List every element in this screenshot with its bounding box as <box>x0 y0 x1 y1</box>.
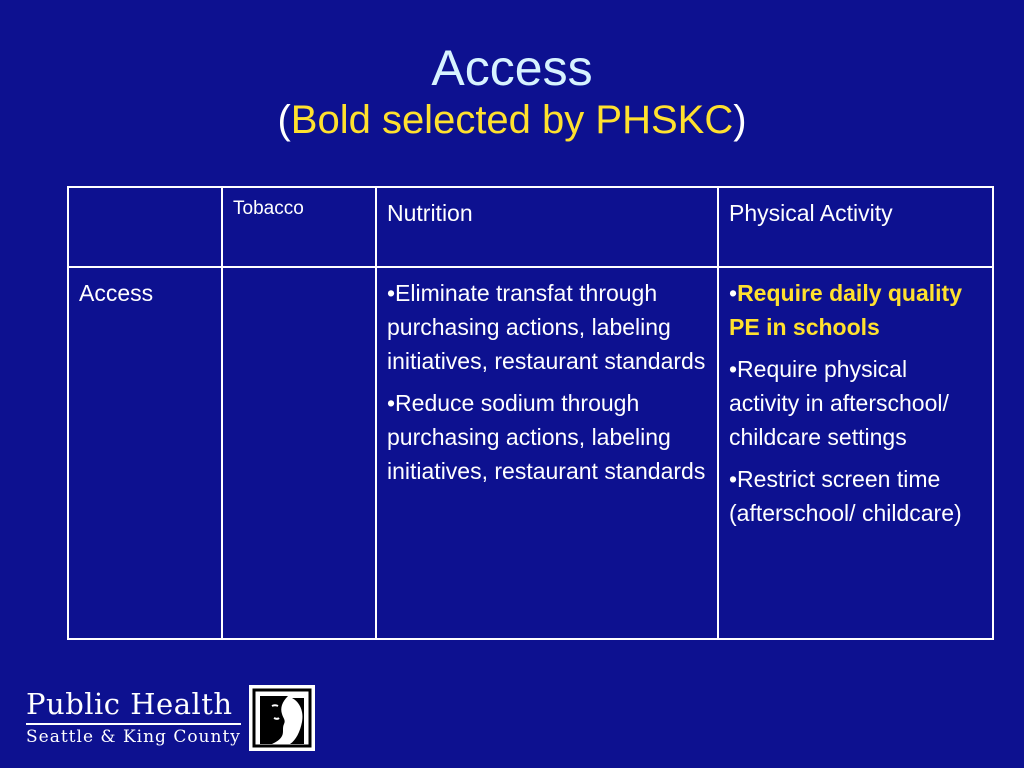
list-item: •Reduce sodium through purchasing actions, labeling initiatives, restaurant standards <box>387 390 706 484</box>
header-cell-tobacco: Tobacco <box>222 187 376 267</box>
table-row <box>68 267 993 639</box>
strategy-table <box>67 186 994 640</box>
face-profile-icon <box>249 685 315 751</box>
subtitle-close-paren: ) <box>733 98 747 142</box>
logo-line-1: Public Health <box>26 687 241 725</box>
bullet-dot: • <box>729 280 738 306</box>
logo-text <box>26 687 241 749</box>
list-item-selected <box>729 276 982 344</box>
list-item-text: Require daily quality PE in schools <box>729 280 963 340</box>
face-profile-icon-svg <box>252 688 312 748</box>
row-label-access: Access <box>68 267 222 639</box>
table-header-row <box>68 187 993 267</box>
title-block <box>0 40 1024 144</box>
list-item: •Restrict screen time (afterschool/ childcare) <box>729 466 962 526</box>
tobacco-cell <box>222 267 376 639</box>
slide-title: Access <box>431 40 593 96</box>
header-cell-empty <box>68 187 222 267</box>
list-item: •Eliminate transfat through purchasing actions, labeling initiatives, restaurant standards <box>387 280 706 374</box>
logo-line-2: Seattle & King County <box>26 727 241 747</box>
subtitle-text: Bold selected by PHSKC <box>290 98 734 142</box>
public-health-logo <box>26 683 315 753</box>
header-cell-physical-activity: Physical Activity <box>718 187 993 267</box>
list-item: •Require physical activity in afterschool/ childcare settings <box>729 356 949 450</box>
subtitle-open-paren: ( <box>277 98 291 142</box>
nutrition-cell <box>376 267 718 639</box>
physical-activity-list <box>729 276 982 530</box>
header-cell-nutrition: Nutrition <box>376 187 718 267</box>
physical-activity-cell <box>718 267 993 639</box>
nutrition-list <box>387 276 707 488</box>
slide-subtitle <box>0 96 1024 144</box>
